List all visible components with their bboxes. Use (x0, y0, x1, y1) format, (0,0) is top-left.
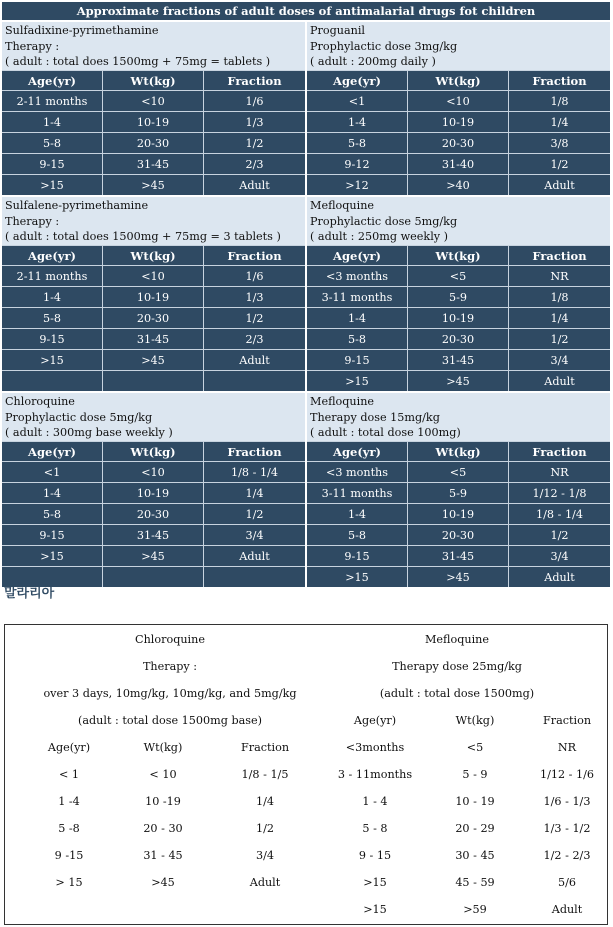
table-row (2, 153, 305, 174)
table-row (2, 90, 305, 111)
table-header-row (2, 70, 305, 90)
heading-line: ( adult : total does 1500mg + 75mg = tablets ) (5, 55, 271, 68)
box-column-header: Wt(kg) (143, 741, 183, 754)
column-header: Fraction (204, 245, 305, 265)
table-cell: 20-30 (103, 503, 204, 524)
heading-line: ( adult : 300mg base weekly ) (5, 426, 173, 439)
table-cell (204, 566, 305, 587)
column-header: Fraction (204, 441, 305, 461)
table-cell: >45 (103, 349, 204, 370)
box-table-cell: 5/6 (557, 876, 576, 889)
heading-line: Prophylactic dose 5mg/kg (5, 410, 153, 424)
block-row (2, 197, 610, 391)
table-header-row (307, 245, 610, 265)
column-header: Wt(kg) (103, 70, 204, 90)
dosage-table (307, 245, 610, 391)
box-table-cell: >15 (363, 876, 387, 889)
table-cell (204, 370, 305, 391)
heading-line: ( adult : 250mg weekly ) (310, 230, 449, 243)
table-cell: 1-4 (2, 482, 103, 503)
box-table-cell: <5 (466, 741, 484, 754)
column-header: Wt(kg) (408, 70, 509, 90)
table-cell: Adult (204, 545, 305, 566)
heading-line: Therapy : (5, 39, 60, 53)
box-table-cell: >15 (363, 903, 387, 916)
table-cell: NR (509, 265, 610, 286)
table-cell: NR (509, 461, 610, 482)
table-row (307, 174, 610, 195)
table-cell: 1/3 (204, 111, 305, 132)
drug-section (307, 393, 610, 587)
table-row (2, 545, 305, 566)
table-row (2, 328, 305, 349)
table-cell: Adult (509, 566, 610, 587)
box-heading-line: (adult : total dose 1500mg base) (77, 714, 263, 727)
table-row (2, 461, 305, 482)
box-table-cell: 1/2 - 2/3 (543, 849, 591, 862)
table-row (2, 524, 305, 545)
box-table-cell: 1/4 (255, 795, 274, 808)
box-table-cell: 45 - 59 (455, 876, 495, 889)
table-row (2, 370, 305, 391)
drug-section (307, 22, 610, 195)
box-table-cell: 9 - 15 (358, 849, 392, 862)
table-cell: >45 (103, 545, 204, 566)
drug-heading (307, 393, 610, 441)
dosage-blocks (2, 22, 610, 587)
heading-line: Chloroquine (5, 395, 75, 408)
table-header-row (307, 70, 610, 90)
table-cell: 2-11 months (2, 265, 103, 286)
table-row (307, 461, 610, 482)
table-cell: <5 (408, 265, 509, 286)
dosage-table (2, 70, 305, 195)
table-cell: 10-19 (408, 111, 509, 132)
table-row (2, 265, 305, 286)
box-table-cell: < 1 (58, 768, 80, 781)
table-row (307, 328, 610, 349)
table-cell: <3 months (307, 461, 408, 482)
table-cell: 5-8 (307, 132, 408, 153)
table-cell: 5-8 (2, 503, 103, 524)
block-row (2, 393, 610, 587)
table-header-row (2, 245, 305, 265)
table-cell: 10-19 (103, 286, 204, 307)
box-table-cell: 1/2 (255, 822, 274, 835)
table-cell (103, 370, 204, 391)
table-cell: <10 (103, 265, 204, 286)
box-heading-line: (adult : total dose 1500mg) (379, 687, 535, 700)
box-table-cell: 5 - 8 (362, 822, 388, 835)
box-table-cell: 9 -15 (54, 849, 84, 862)
drug-heading (2, 22, 305, 70)
heading-line: Mefloquine (310, 199, 375, 212)
column-header: Age(yr) (2, 441, 103, 461)
page-title: Approximate fractions of adult doses of antimalarial drugs fot children (2, 2, 610, 20)
table-row (307, 286, 610, 307)
table-cell: 1/8 - 1/4 (509, 503, 610, 524)
table-cell: >15 (2, 349, 103, 370)
table-row (307, 111, 610, 132)
table-cell: 1/6 (204, 90, 305, 111)
table-cell: 2/3 (204, 328, 305, 349)
table-row (2, 307, 305, 328)
box-column-header: Fraction (542, 714, 592, 727)
dosage-table (307, 70, 610, 195)
box-table-cell: 10 - 19 (455, 795, 495, 808)
box-table-cell: 1 -4 (58, 795, 80, 808)
box-table-cell: >45 (151, 876, 175, 889)
column-header: Age(yr) (2, 70, 103, 90)
table-row (307, 90, 610, 111)
table-cell: 5-9 (408, 286, 509, 307)
table-cell: 31-45 (103, 153, 204, 174)
drug-section (2, 393, 305, 587)
table-cell: 1-4 (307, 503, 408, 524)
table-cell: 20-30 (408, 132, 509, 153)
heading-line: Sulfadixine-pyrimethamine (5, 24, 159, 37)
box-heading-line: over 3 days, 10mg/kg, 10mg/kg, and 5mg/kg (43, 687, 297, 700)
table-cell: 1/2 (509, 153, 610, 174)
box-table-cell: 31 - 45 (143, 849, 183, 862)
table-header-row (2, 441, 305, 461)
box-table-cell: 3 - 11months (337, 768, 413, 781)
column-header: Fraction (509, 245, 610, 265)
table-cell: 3/4 (509, 349, 610, 370)
heading-line: Prophylactic dose 5mg/kg (310, 214, 458, 228)
box-table-cell: 1/8 - 1/5 (241, 768, 289, 781)
box-table-cell: < 10 (149, 768, 177, 781)
table-cell: >40 (408, 174, 509, 195)
table-cell: 10-19 (103, 482, 204, 503)
box-table-cell: 20 - 29 (455, 822, 495, 835)
table-cell: 10-19 (103, 111, 204, 132)
heading-line: Proguanil (310, 24, 366, 37)
drug-section (2, 22, 305, 195)
table-cell: <1 (307, 90, 408, 111)
box-heading-line: Therapy dose 25mg/kg (392, 660, 522, 673)
table-cell: 1/2 (509, 328, 610, 349)
table-cell: 2/3 (204, 153, 305, 174)
table-row (2, 503, 305, 524)
table-cell: Adult (509, 174, 610, 195)
table-cell: 1/2 (509, 524, 610, 545)
table-cell: Adult (204, 174, 305, 195)
table-cell: <1 (2, 461, 103, 482)
table-cell: 1/2 (204, 503, 305, 524)
dosage-table (2, 245, 305, 391)
table-cell: 1/8 (509, 286, 610, 307)
table-row (2, 132, 305, 153)
box-table-cell: 5 -8 (58, 822, 80, 835)
table-cell: 5-8 (307, 328, 408, 349)
table-cell: 31-45 (408, 545, 509, 566)
table-cell: 9-15 (307, 545, 408, 566)
table-cell: 1/12 - 1/8 (509, 482, 610, 503)
table-cell: 1-4 (307, 307, 408, 328)
table-cell: 1/6 (204, 265, 305, 286)
table-cell: 31-40 (408, 153, 509, 174)
drug-section (307, 197, 610, 391)
table-cell: 1/2 (204, 307, 305, 328)
box-column-header: Age(yr) (47, 741, 91, 754)
table-row (307, 545, 610, 566)
table-row (2, 111, 305, 132)
table-cell: >45 (408, 370, 509, 391)
table-cell: 20-30 (408, 328, 509, 349)
column-header: Age(yr) (307, 70, 408, 90)
table-row (307, 482, 610, 503)
box-table-cell: 5 - 9 (462, 768, 488, 781)
table-cell: Adult (204, 349, 305, 370)
box-heading-line: Mefloquine (424, 633, 490, 646)
column-header: Wt(kg) (103, 245, 204, 265)
box-table-cell: 1/12 - 1/6 (539, 768, 595, 781)
table-cell: 10-19 (408, 503, 509, 524)
column-header: Age(yr) (307, 441, 408, 461)
table-cell: 2-11 months (2, 90, 103, 111)
table-cell: 1/4 (509, 307, 610, 328)
table-cell: >15 (2, 174, 103, 195)
table-row (307, 524, 610, 545)
table-cell: 1/4 (509, 111, 610, 132)
table-cell: 31-45 (103, 328, 204, 349)
table-cell: 9-15 (307, 349, 408, 370)
table-cell: <3 months (307, 265, 408, 286)
box-heading-line: Therapy : (142, 660, 198, 673)
box-heading-line: Chloroquine (135, 633, 205, 646)
table-row (307, 370, 610, 391)
table-cell (2, 370, 103, 391)
block-row (2, 22, 610, 195)
malaria-box (4, 624, 608, 925)
table-cell: <10 (103, 461, 204, 482)
table-row (307, 503, 610, 524)
table-cell: 1-4 (2, 111, 103, 132)
box-table-cell: 20 - 30 (143, 822, 183, 835)
section-label: 말라리아 (4, 586, 55, 601)
column-header: Wt(kg) (408, 441, 509, 461)
table-cell: 9-12 (307, 153, 408, 174)
table-row (2, 349, 305, 370)
table-cell: 1/8 - 1/4 (204, 461, 305, 482)
drug-heading (307, 197, 610, 245)
box-table-cell: NR (557, 741, 577, 754)
column-header: Age(yr) (307, 245, 408, 265)
table-cell: <10 (103, 90, 204, 111)
box-table-cell: 1/6 - 1/3 (543, 795, 591, 808)
table-cell (103, 566, 204, 587)
heading-line: ( adult : 200mg daily ) (310, 55, 436, 68)
table-row (307, 132, 610, 153)
table-cell: 1/8 (509, 90, 610, 111)
table-cell: 5-8 (2, 132, 103, 153)
box-table-cell: Adult (551, 903, 583, 916)
table-cell: 20-30 (408, 524, 509, 545)
box-table-cell: 1/3 - 1/2 (543, 822, 591, 835)
drug-heading (2, 197, 305, 245)
table-row (307, 153, 610, 174)
table-cell: 3/4 (204, 524, 305, 545)
table-cell: 3/8 (509, 132, 610, 153)
table-cell: 10-19 (408, 307, 509, 328)
box-table-cell: 1 - 4 (362, 795, 388, 808)
table-cell: Adult (509, 370, 610, 391)
column-header: Wt(kg) (408, 245, 509, 265)
drug-section (2, 197, 305, 391)
table-row (2, 174, 305, 195)
dosage-table (307, 441, 610, 587)
heading-line: ( adult : total dose 100mg) (310, 426, 461, 439)
column-header: Fraction (509, 70, 610, 90)
box-table-cell: > 15 (55, 876, 83, 889)
column-header: Age(yr) (2, 245, 103, 265)
table-row (2, 482, 305, 503)
table-row (307, 307, 610, 328)
column-header: Fraction (204, 70, 305, 90)
table-cell: 31-45 (103, 524, 204, 545)
table-cell: >45 (103, 174, 204, 195)
table-cell: 31-45 (408, 349, 509, 370)
table-cell: 1/3 (204, 286, 305, 307)
table-cell: 3/4 (509, 545, 610, 566)
table-cell: 9-15 (2, 153, 103, 174)
heading-line: ( adult : total does 1500mg + 75mg = 3 tablets ) (5, 230, 281, 243)
box-table-cell: 3/4 (255, 849, 274, 862)
heading-line: Mefloquine (310, 395, 375, 408)
table-header-row (307, 441, 610, 461)
heading-line: Prophylactic dose 3mg/kg (310, 39, 458, 53)
table-cell: 20-30 (103, 307, 204, 328)
box-table-cell: >59 (463, 903, 487, 916)
drug-heading (307, 22, 610, 70)
box-column-header: Age(yr) (353, 714, 397, 727)
heading-line: Therapy dose 15mg/kg (310, 410, 440, 424)
column-header: Fraction (509, 441, 610, 461)
table-row (307, 265, 610, 286)
table-cell: 9-15 (2, 328, 103, 349)
heading-line: Therapy : (5, 214, 60, 228)
table-row (307, 566, 610, 587)
table-cell: 1/4 (204, 482, 305, 503)
table-cell: >15 (2, 545, 103, 566)
table-cell: <5 (408, 461, 509, 482)
table-row (2, 286, 305, 307)
table-cell: 20-30 (103, 132, 204, 153)
table-cell: 3-11 months (307, 286, 408, 307)
column-header: Wt(kg) (103, 441, 204, 461)
table-cell: 5-8 (2, 307, 103, 328)
box-column-header: Wt(kg) (455, 714, 495, 727)
drug-heading (2, 393, 305, 441)
table-cell: 1/2 (204, 132, 305, 153)
table-cell: 9-15 (2, 524, 103, 545)
table-row (307, 349, 610, 370)
table-cell: 3-11 months (307, 482, 408, 503)
dosage-tables (2, 2, 610, 587)
dosage-table (2, 441, 305, 587)
table-cell: 5-9 (408, 482, 509, 503)
heading-line: Sulfalene-pyrimethamine (5, 199, 149, 212)
table-cell: 1-4 (2, 286, 103, 307)
table-cell: >15 (307, 370, 408, 391)
table-cell: >12 (307, 174, 408, 195)
table-cell: 5-8 (307, 524, 408, 545)
box-table-cell: 10 -19 (145, 795, 181, 808)
table-cell: >45 (408, 566, 509, 587)
box-column-header: Fraction (240, 741, 290, 754)
box-table-cell: Adult (249, 876, 281, 889)
box-table-cell: <3months (345, 741, 405, 754)
box-table-cell: 30 - 45 (455, 849, 495, 862)
table-cell: 1-4 (307, 111, 408, 132)
table-cell: <10 (408, 90, 509, 111)
table-cell: >15 (307, 566, 408, 587)
